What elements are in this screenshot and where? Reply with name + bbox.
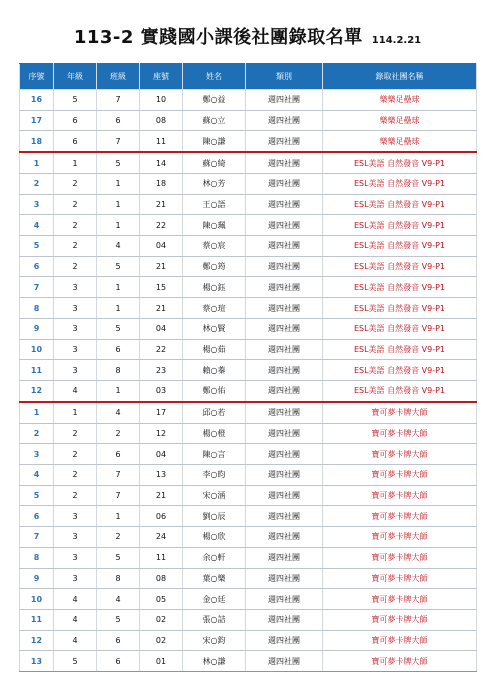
cell-seat: 04 — [140, 444, 183, 465]
cell-club: 寶可夢卡牌大師 — [323, 402, 477, 423]
cell-class: 4 — [97, 589, 140, 610]
cell-class: 1 — [97, 381, 140, 402]
cell-club: 樂樂足壘球 — [323, 90, 477, 111]
cell-name: 陳○珮 — [183, 215, 246, 236]
cell-category: 週四社團 — [246, 173, 323, 194]
cell-grade: 2 — [54, 423, 97, 444]
table-row — [20, 318, 477, 339]
cell-category: 週四社團 — [246, 131, 323, 152]
cell-category: 週四社團 — [246, 485, 323, 506]
cell-seat: 02 — [140, 609, 183, 630]
cell-class: 5 — [97, 547, 140, 568]
cell-category: 週四社團 — [246, 215, 323, 236]
cell-serial: 18 — [20, 131, 54, 152]
cell-category: 週四社團 — [246, 152, 323, 173]
cell-category: 週四社團 — [246, 194, 323, 215]
cell-name: 陳○言 — [183, 444, 246, 465]
cell-seat: 05 — [140, 589, 183, 610]
cell-seat: 21 — [140, 194, 183, 215]
cell-serial: 3 — [20, 194, 54, 215]
title-text: 113-2 實踐國小課後社團錄取名單 — [73, 27, 363, 48]
cell-club: 寶可夢卡牌大師 — [323, 527, 477, 548]
cell-seat: 06 — [140, 506, 183, 527]
cell-grade: 3 — [54, 360, 97, 381]
cell-name: 蔡○瑄 — [183, 298, 246, 319]
table-row — [20, 402, 477, 423]
cell-name: 宋○涵 — [183, 485, 246, 506]
cell-name: 葉○樂 — [183, 568, 246, 589]
table-row — [20, 110, 477, 131]
cell-name: 劉○辰 — [183, 506, 246, 527]
cell-class: 1 — [97, 173, 140, 194]
cell-category: 週四社團 — [246, 464, 323, 485]
cell-serial: 8 — [20, 547, 54, 568]
cell-serial: 6 — [20, 506, 54, 527]
table-row — [20, 485, 477, 506]
cell-seat: 17 — [140, 402, 183, 423]
cell-seat: 23 — [140, 360, 183, 381]
cell-club: 寶可夢卡牌大師 — [323, 423, 477, 444]
table-row — [20, 568, 477, 589]
cell-club: ESL美語 自然發音 V9-P1 — [323, 298, 477, 319]
table-row — [20, 651, 477, 672]
table-row — [20, 298, 477, 319]
cell-grade: 1 — [54, 402, 97, 423]
cell-seat: 21 — [140, 298, 183, 319]
cell-category: 週四社團 — [246, 506, 323, 527]
table-row — [20, 381, 477, 402]
cell-club: 寶可夢卡牌大師 — [323, 589, 477, 610]
cell-class: 6 — [97, 339, 140, 360]
cell-seat: 04 — [140, 236, 183, 257]
cell-class: 6 — [97, 110, 140, 131]
cell-grade: 4 — [54, 609, 97, 630]
cell-class: 2 — [97, 423, 140, 444]
cell-class: 8 — [97, 360, 140, 381]
cell-club: ESL美語 自然發音 V9-P1 — [323, 339, 477, 360]
cell-grade: 3 — [54, 568, 97, 589]
cell-name: 蘇○立 — [183, 110, 246, 131]
table-row — [20, 360, 477, 381]
cell-serial: 13 — [20, 651, 54, 672]
cell-club: 寶可夢卡牌大師 — [323, 651, 477, 672]
cell-grade: 3 — [54, 547, 97, 568]
cell-class: 7 — [97, 131, 140, 152]
cell-name: 林○謙 — [183, 651, 246, 672]
table-row — [20, 589, 477, 610]
cell-grade: 2 — [54, 215, 97, 236]
cell-seat: 11 — [140, 131, 183, 152]
cell-club: ESL美語 自然發音 V9-P1 — [323, 215, 477, 236]
cell-seat: 01 — [140, 651, 183, 672]
cell-name: 楊○鈺 — [183, 277, 246, 298]
cell-seat: 22 — [140, 215, 183, 236]
admission-table — [19, 63, 477, 672]
table-row — [20, 547, 477, 568]
cell-class: 7 — [97, 90, 140, 111]
cell-category: 週四社團 — [246, 609, 323, 630]
cell-seat: 11 — [140, 547, 183, 568]
cell-seat: 24 — [140, 527, 183, 548]
cell-name: 鄭○筠 — [183, 256, 246, 277]
cell-name: 鄭○佑 — [183, 381, 246, 402]
cell-class: 2 — [97, 527, 140, 548]
table-row — [20, 444, 477, 465]
cell-serial: 11 — [20, 609, 54, 630]
table-row — [20, 152, 477, 173]
table-row — [20, 277, 477, 298]
header-seat: 座號 — [140, 64, 183, 90]
cell-grade: 1 — [54, 152, 97, 173]
cell-category: 週四社團 — [246, 339, 323, 360]
title-date: 114.2.21 — [371, 35, 422, 46]
table-row — [20, 423, 477, 444]
cell-category: 週四社團 — [246, 90, 323, 111]
table-row — [20, 131, 477, 152]
cell-class: 1 — [97, 277, 140, 298]
table-row — [20, 236, 477, 257]
cell-serial: 7 — [20, 527, 54, 548]
cell-class: 7 — [97, 485, 140, 506]
cell-serial: 12 — [20, 381, 54, 402]
cell-club: ESL美語 自然發音 V9-P1 — [323, 277, 477, 298]
cell-name: 宋○鈞 — [183, 630, 246, 651]
table-row — [20, 609, 477, 630]
cell-club: 樂樂足壘球 — [323, 110, 477, 131]
cell-category: 週四社團 — [246, 256, 323, 277]
cell-serial: 4 — [20, 464, 54, 485]
cell-club: ESL美語 自然發音 V9-P1 — [323, 194, 477, 215]
table-row — [20, 464, 477, 485]
cell-grade: 5 — [54, 90, 97, 111]
cell-seat: 10 — [140, 90, 183, 111]
cell-grade: 5 — [54, 651, 97, 672]
cell-class: 6 — [97, 651, 140, 672]
cell-class: 5 — [97, 256, 140, 277]
cell-grade: 2 — [54, 464, 97, 485]
table-row — [20, 527, 477, 548]
cell-serial: 6 — [20, 256, 54, 277]
cell-serial: 10 — [20, 589, 54, 610]
cell-class: 4 — [97, 402, 140, 423]
cell-name: 余○軒 — [183, 547, 246, 568]
cell-grade: 3 — [54, 318, 97, 339]
cell-category: 週四社團 — [246, 236, 323, 257]
cell-club: 寶可夢卡牌大師 — [323, 464, 477, 485]
cell-category: 週四社團 — [246, 360, 323, 381]
cell-serial: 9 — [20, 568, 54, 589]
cell-category: 週四社團 — [246, 444, 323, 465]
cell-class: 5 — [97, 609, 140, 630]
cell-category: 週四社團 — [246, 651, 323, 672]
cell-class: 1 — [97, 298, 140, 319]
cell-grade: 4 — [54, 589, 97, 610]
cell-club: ESL美語 自然發音 V9-P1 — [323, 256, 477, 277]
cell-serial: 12 — [20, 630, 54, 651]
cell-serial: 5 — [20, 236, 54, 257]
cell-name: 陳○謙 — [183, 131, 246, 152]
cell-category: 週四社團 — [246, 402, 323, 423]
table-body — [20, 90, 477, 672]
cell-seat: 21 — [140, 256, 183, 277]
cell-serial: 8 — [20, 298, 54, 319]
cell-class: 4 — [97, 236, 140, 257]
cell-class: 6 — [97, 630, 140, 651]
cell-grade: 3 — [54, 527, 97, 548]
cell-category: 週四社團 — [246, 568, 323, 589]
cell-name: 林○賢 — [183, 318, 246, 339]
cell-seat: 18 — [140, 173, 183, 194]
cell-name: 賴○蓁 — [183, 360, 246, 381]
cell-seat: 14 — [140, 152, 183, 173]
table-row — [20, 215, 477, 236]
cell-serial: 1 — [20, 402, 54, 423]
cell-serial: 9 — [20, 318, 54, 339]
cell-club: ESL美語 自然發音 V9-P1 — [323, 381, 477, 402]
cell-grade: 6 — [54, 131, 97, 152]
cell-category: 週四社團 — [246, 277, 323, 298]
cell-seat: 15 — [140, 277, 183, 298]
cell-name: 張○詰 — [183, 609, 246, 630]
cell-category: 週四社團 — [246, 381, 323, 402]
cell-serial: 5 — [20, 485, 54, 506]
cell-serial: 16 — [20, 90, 54, 111]
cell-seat: 08 — [140, 110, 183, 131]
cell-club: 寶可夢卡牌大師 — [323, 444, 477, 465]
cell-category: 週四社團 — [246, 527, 323, 548]
cell-category: 週四社團 — [246, 630, 323, 651]
cell-grade: 4 — [54, 381, 97, 402]
cell-name: 蘇○綺 — [183, 152, 246, 173]
cell-seat: 13 — [140, 464, 183, 485]
cell-class: 8 — [97, 568, 140, 589]
cell-name: 金○廷 — [183, 589, 246, 610]
cell-serial: 3 — [20, 444, 54, 465]
cell-grade: 3 — [54, 339, 97, 360]
cell-seat: 08 — [140, 568, 183, 589]
cell-seat: 02 — [140, 630, 183, 651]
cell-club: 樂樂足壘球 — [323, 131, 477, 152]
header-row — [20, 64, 477, 90]
cell-serial: 2 — [20, 423, 54, 444]
cell-club: 寶可夢卡牌大師 — [323, 547, 477, 568]
cell-class: 1 — [97, 506, 140, 527]
header-serial: 序號 — [20, 64, 54, 90]
cell-grade: 3 — [54, 277, 97, 298]
cell-class: 1 — [97, 194, 140, 215]
table-row — [20, 90, 477, 111]
table-row — [20, 506, 477, 527]
cell-class: 5 — [97, 152, 140, 173]
cell-name: 林○芳 — [183, 173, 246, 194]
cell-club: 寶可夢卡牌大師 — [323, 568, 477, 589]
cell-grade: 2 — [54, 256, 97, 277]
table-row — [20, 194, 477, 215]
cell-name: 蔡○宸 — [183, 236, 246, 257]
cell-serial: 11 — [20, 360, 54, 381]
header-name: 姓名 — [183, 64, 246, 90]
cell-club: 寶可夢卡牌大師 — [323, 485, 477, 506]
cell-club: 寶可夢卡牌大師 — [323, 609, 477, 630]
table-row — [20, 339, 477, 360]
cell-grade: 2 — [54, 194, 97, 215]
cell-club: ESL美語 自然發音 V9-P1 — [323, 318, 477, 339]
header-club: 錄取社團名稱 — [323, 64, 477, 90]
cell-name: 楊○茹 — [183, 339, 246, 360]
cell-grade: 2 — [54, 485, 97, 506]
cell-club: 寶可夢卡牌大師 — [323, 630, 477, 651]
cell-grade: 2 — [54, 236, 97, 257]
cell-seat: 22 — [140, 339, 183, 360]
cell-club: ESL美語 自然發音 V9-P1 — [323, 152, 477, 173]
cell-grade: 6 — [54, 110, 97, 131]
header-grade: 年級 — [54, 64, 97, 90]
cell-club: ESL美語 自然發音 V9-P1 — [323, 173, 477, 194]
cell-club: 寶可夢卡牌大師 — [323, 506, 477, 527]
cell-seat: 03 — [140, 381, 183, 402]
page-title — [0, 26, 495, 53]
cell-class: 5 — [97, 318, 140, 339]
cell-serial: 4 — [20, 215, 54, 236]
cell-seat: 12 — [140, 423, 183, 444]
cell-grade: 2 — [54, 444, 97, 465]
cell-club: ESL美語 自然發音 V9-P1 — [323, 360, 477, 381]
cell-name: 楊○橙 — [183, 423, 246, 444]
cell-category: 週四社團 — [246, 110, 323, 131]
cell-grade: 4 — [54, 630, 97, 651]
cell-seat: 04 — [140, 318, 183, 339]
cell-club: ESL美語 自然發音 V9-P1 — [323, 236, 477, 257]
header-class: 班級 — [97, 64, 140, 90]
cell-name: 鄭○益 — [183, 90, 246, 111]
cell-name: 李○昀 — [183, 464, 246, 485]
cell-name: 王○語 — [183, 194, 246, 215]
cell-class: 7 — [97, 464, 140, 485]
table-header — [20, 64, 477, 90]
cell-serial: 2 — [20, 173, 54, 194]
cell-category: 週四社團 — [246, 318, 323, 339]
header-category: 類別 — [246, 64, 323, 90]
cell-serial: 1 — [20, 152, 54, 173]
cell-serial: 17 — [20, 110, 54, 131]
table-row — [20, 630, 477, 651]
cell-grade: 2 — [54, 173, 97, 194]
table-row — [20, 256, 477, 277]
cell-serial: 10 — [20, 339, 54, 360]
cell-name: 楊○欣 — [183, 527, 246, 548]
cell-category: 週四社團 — [246, 547, 323, 568]
cell-grade: 3 — [54, 298, 97, 319]
cell-class: 6 — [97, 444, 140, 465]
cell-grade: 3 — [54, 506, 97, 527]
cell-category: 週四社團 — [246, 423, 323, 444]
cell-class: 1 — [97, 215, 140, 236]
table-row — [20, 173, 477, 194]
cell-seat: 21 — [140, 485, 183, 506]
cell-category: 週四社團 — [246, 589, 323, 610]
cell-category: 週四社團 — [246, 298, 323, 319]
cell-serial: 7 — [20, 277, 54, 298]
cell-name: 邱○若 — [183, 402, 246, 423]
